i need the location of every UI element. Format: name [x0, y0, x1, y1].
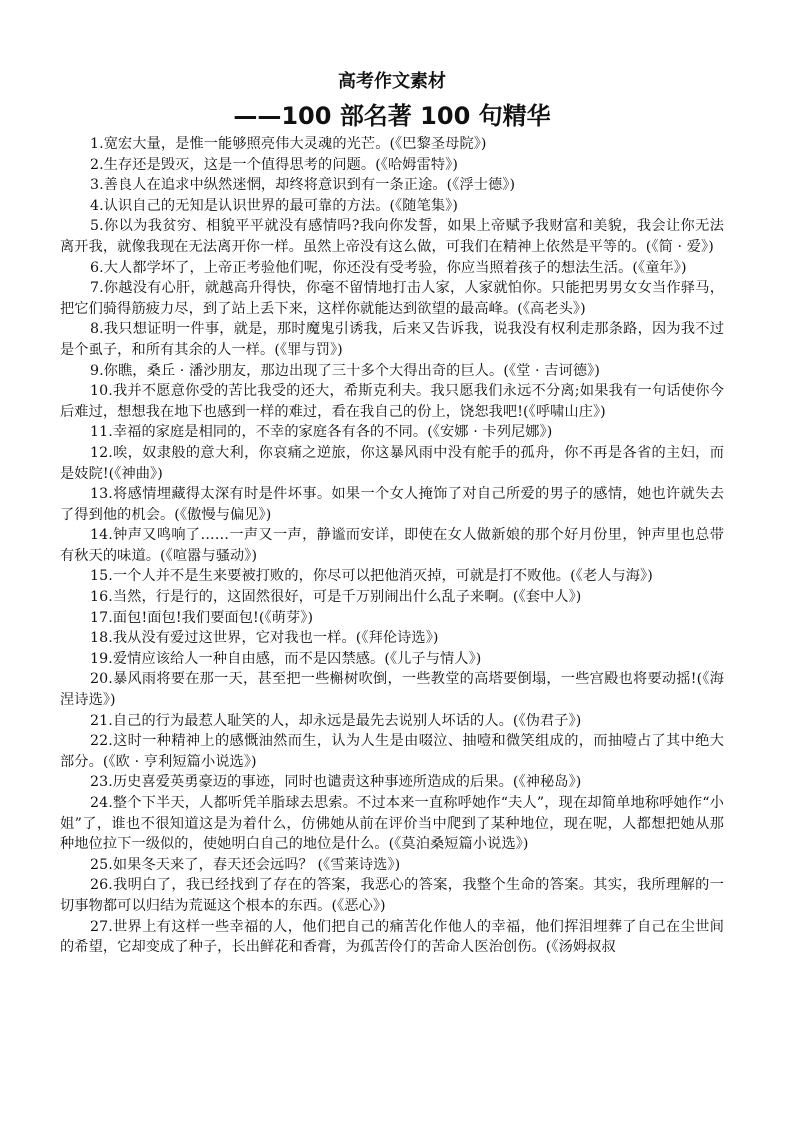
quote-item: 24.整个下半天，人都听凭羊脂球去思索。不过本来一直称呼她作“夫人”，现在却简单地称呼她作“小姐”了，谁也不很知道这是为着什么，仿佛她从前在评价当中爬到了某种地位，现在呢，人都想把她从那种地位拉下一级似的，使她明白自己的地位是什么。(《莫泊桑短篇小说选》): [60, 795, 724, 853]
quote-item: 9.你瞧，桑丘 · 潘沙朋友，那边出现了三十多个大得出奇的巨人。(《堂 · 吉诃德》): [90, 362, 600, 379]
quote-item: 11.幸福的家庭是相同的，不幸的家庭各有各的不同。(《安娜 · 卡列尼娜》): [90, 424, 553, 441]
quote-item: 27.世界上有这样一些幸福的人，他们把自己的痛苦化作他人的幸福，他们挥泪埋葬了自己在尘世间的希望，它却变成了种子，长出鲜花和香膏，为孤苦伶仃的苦命人医治创伤。(《汤姆叔叔: [60, 918, 724, 956]
quote-item: 10.我并不愿意你受的苦比我受的还大，希斯克利夫。我只愿我们永远不分离;如果我有一句话使你今后难过，想想我在地下也感到一样的难过，看在我自己的份上，饶恕我吧!(《呼啸山庄》): [60, 383, 724, 420]
quote-item: 2.生存还是毁灭，这是一个值得思考的问题。(《哈姆雷特》): [90, 156, 458, 173]
document-title: 高考作文素材: [338, 71, 446, 92]
quote-item: 18.我从没有爱过这世界，它对我也一样。(《拜伦诗选》): [90, 630, 439, 647]
quote-item: 14.钟声又鸣响了……一声又一声，静谧而安详，即使在女人做新娘的那个好月份里，钟声里也总带有秋天的味道。(《喧嚣与骚动》): [60, 527, 724, 564]
quote-item: 8.我只想证明一件事，就是，那时魔鬼引诱我，后来又告诉我，说我没有权利走那条路，因为我不过是个虱子，和所有其余的人一样。(《罪与罚》): [60, 321, 724, 358]
quote-item: 23.历史喜爱英勇豪迈的事迹，同时也谴责这种事迹所造成的后果。(《神秘岛》): [90, 774, 582, 791]
quote-item: 21.自己的行为最惹人耻笑的人，却永远是最先去说别人坏话的人。(《伪君子》): [90, 712, 582, 729]
document-subtitle: ——100 部名著 100 句精华: [233, 102, 551, 130]
quote-item: 22.这时一种精神上的感慨油然而生，认为人生是由啜泣、抽噎和微笑组成的，而抽噎占了其中绝大部分。(《欧 · 亨利短篇小说选》): [60, 733, 724, 770]
quote-item: 12.唉，奴隶般的意大利，你哀痛之逆旅，你这暴风雨中没有舵手的孤舟，你不再是各省的主妇，而是妓院!(《神曲》): [60, 444, 724, 482]
quote-item: 1.宽宏大量，是惟一能够照亮伟大灵魂的光芒。(《巴黎圣母院》): [90, 136, 487, 152]
quote-item: 26.我明白了，我已经找到了存在的答案，我恶心的答案，我整个生命的答案。其实，我所理解的一切事物都可以归结为荒诞这个根本的东西。(《恶心》): [60, 877, 724, 914]
quote-item: 17.面包!面包!我们要面包!(《萌芽》): [90, 609, 314, 626]
quote-item: 25.如果冬天来了，春天还会远吗？ (《雪莱诗选》): [90, 856, 401, 873]
quote-item: 19.爱情应该给人一种自由感，而不是囚禁感。(《儿子与情人》): [90, 650, 482, 667]
quote-item: 5.你以为我贫穷、相貌平平就没有感情吗?我向你发誓，如果上帝赋予我财富和美貌，我会让你无法离开我，就像我现在无法离开你一样。虽然上帝没有这么做，可我们在精神上依然是平等的。(《简 · 爱》): [60, 218, 724, 255]
quote-item: 3.善良人在追求中纵然迷惘，却终将意识到有一条正途。(《浮士德》): [90, 177, 516, 194]
quote-item: 6.大人都学坏了，上帝正考验他们呢，你还没有受考验，你应当照着孩子的想法生活。(《童年》): [90, 259, 687, 276]
quote-item: 7.你越没有心肝，就越高升得快，你毫不留情地打击人家，人家就怕你。只能把男男女女当作驿马，把它们骑得筋疲力尽，到了站上丢下来，这样你就能达到欲望的最高峰。(《高老头》): [60, 280, 724, 317]
quote-list: [60, 134, 724, 958]
quote-item: 4.认识自己的无知是认识世界的最可靠的方法。(《随笔集》): [90, 197, 458, 214]
quote-item: 15.一个人并不是生来要被打败的，你尽可以把他消灭掉，可就是打不败他。(《老人与海》): [90, 568, 653, 585]
quote-item: 13.将感情埋藏得太深有时是件坏事。如果一个女人掩饰了对自己所爱的男子的感情，她也许就失去了得到他的机会。(《傲慢与偏见》): [60, 486, 724, 523]
quote-item: 20.暴风雨将要在那一天，甚至把一些槲树吹倒，一些教堂的高塔要倒塌，一些宫殿也将要动摇!(《海涅诗选》): [60, 671, 724, 709]
quote-item: 16.当然，行是行的，这固然很好，可是千万别闹出什么乱子来啊。(《套中人》): [90, 589, 582, 606]
